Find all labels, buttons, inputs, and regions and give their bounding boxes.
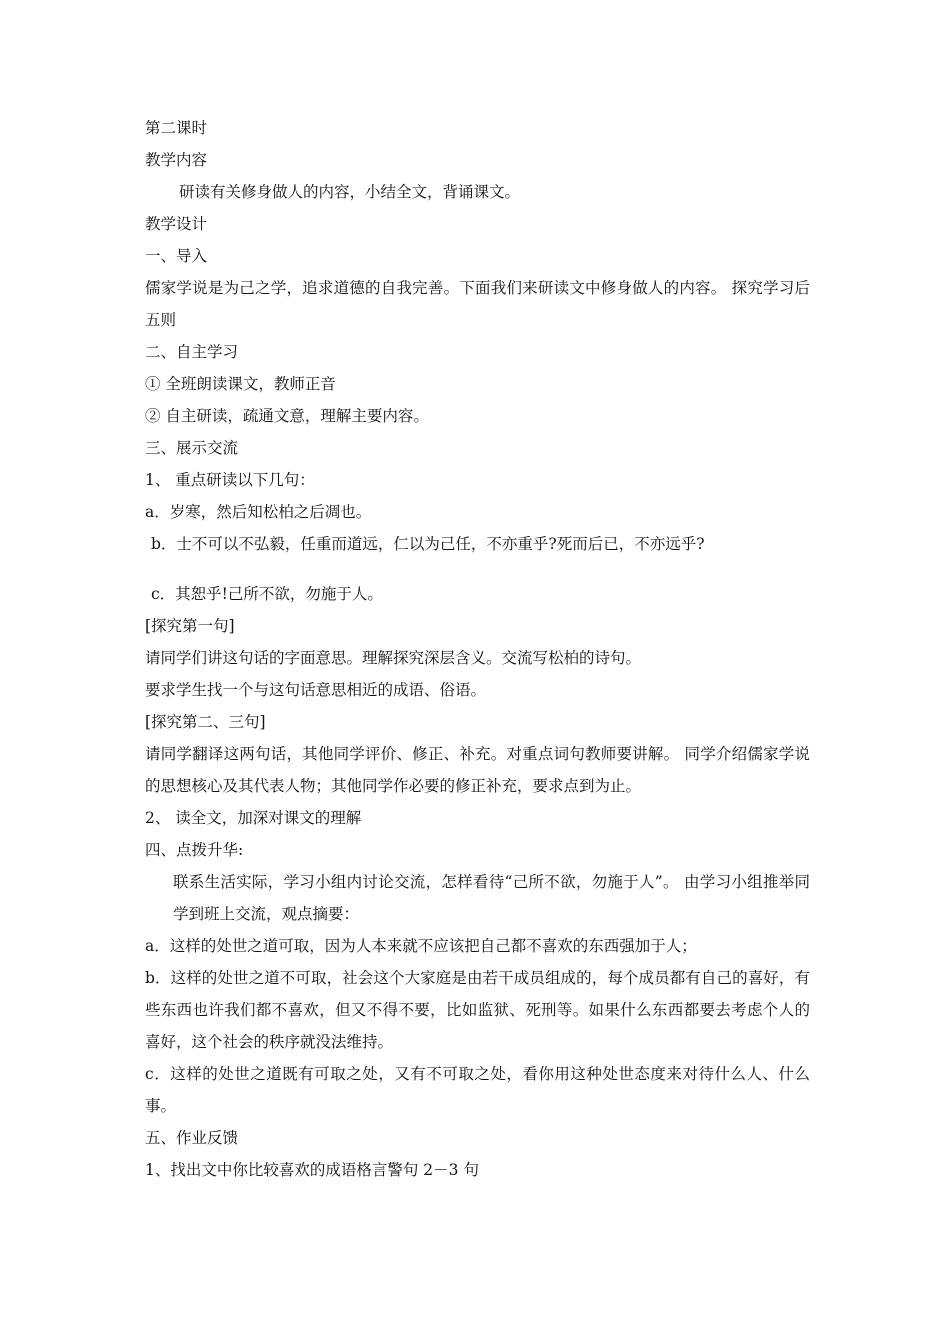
exchange-heading: 三、展示交流 bbox=[145, 439, 239, 457]
content-heading: 教学内容 bbox=[145, 151, 208, 169]
view-c: c．这样的处世之道既有可取之处，又有不可取之处，看你用这种处世态度来对待什么人、什么事。 bbox=[145, 1065, 810, 1115]
lesson-plan-body bbox=[145, 112, 810, 1186]
view-a: a．这样的处世之道可取，因为人本来就不应该把自己都不喜欢的东西强加于人； bbox=[145, 937, 697, 955]
explore-1-text: 请同学们讲这句话的字面意思。理解探究深层含义。交流写松柏的诗句。 bbox=[145, 649, 642, 667]
self-study-item: ② 自主研读，疏通文意，理解主要内容。 bbox=[145, 407, 429, 425]
lesson-period: 第二课时 bbox=[145, 119, 208, 137]
intro-text: 儒家学说是为己之学，追求道德的自我完善。下面我们来研读文中修身做人的内容。 探究学习后五则 bbox=[145, 279, 810, 329]
homework-item-1: 1、找出文中你比较喜欢的成语格言警句 2－3 句 bbox=[145, 1161, 479, 1179]
self-study-item: ① 全班朗读课文，教师正音 bbox=[145, 375, 336, 393]
sentence-c: c．其恕乎!己所不欲，勿施于人。 bbox=[151, 585, 383, 603]
elevate-heading: 四、点拨升华: bbox=[145, 841, 244, 859]
explore-1-heading: [探究第一句] bbox=[145, 617, 235, 635]
explore-2-3-heading: [探究第二、三句] bbox=[145, 713, 266, 731]
explore-1-text: 要求学生找一个与这句话意思相近的成语、俗语。 bbox=[145, 681, 487, 699]
intro-heading: 一、导入 bbox=[145, 247, 208, 265]
exchange-point-1: 1、 重点研读以下几句： bbox=[145, 471, 315, 489]
exchange-point-2: 2、 读全文，加深对课文的理解 bbox=[145, 809, 362, 827]
sentence-b: b．士不可以不弘毅，任重而道远，仁以为己任，不亦重乎?死而后已，不亦远乎? bbox=[151, 535, 705, 553]
content-text: 研读有关修身做人的内容，小结全文，背诵课文。 bbox=[179, 183, 521, 201]
view-b: b．这样的处世之道不可取，社会这个大家庭是由若干成员组成的，每个成员都有自己的喜好，有些东西也许我们都不喜欢，但又不得不要，比如监狱、死刑等。如果什么东西都要去考虑个人的喜好，这个社会的秩序就没法维持。 bbox=[145, 969, 810, 1051]
spacer bbox=[145, 560, 810, 578]
design-heading: 教学设计 bbox=[145, 215, 208, 233]
homework-heading: 五、作业反馈 bbox=[145, 1129, 239, 1147]
self-study-heading: 二、自主学习 bbox=[145, 343, 239, 361]
sentence-a: a．岁寒，然后知松柏之后凋也。 bbox=[145, 503, 372, 521]
elevate-text: 联系生活实际，学习小组内讨论交流，怎样看待“己所不欲，勿施于人”。 由学习小组推举同学到班上交流，观点摘要： bbox=[173, 873, 810, 923]
explore-2-3-text: 请同学翻译这两句话，其他同学评价、修正、补充。对重点词句教师要讲解。 同学介绍儒家学说的思想核心及其代表人物；其他同学作必要的修正补充，要求点到为止。 bbox=[145, 745, 810, 795]
